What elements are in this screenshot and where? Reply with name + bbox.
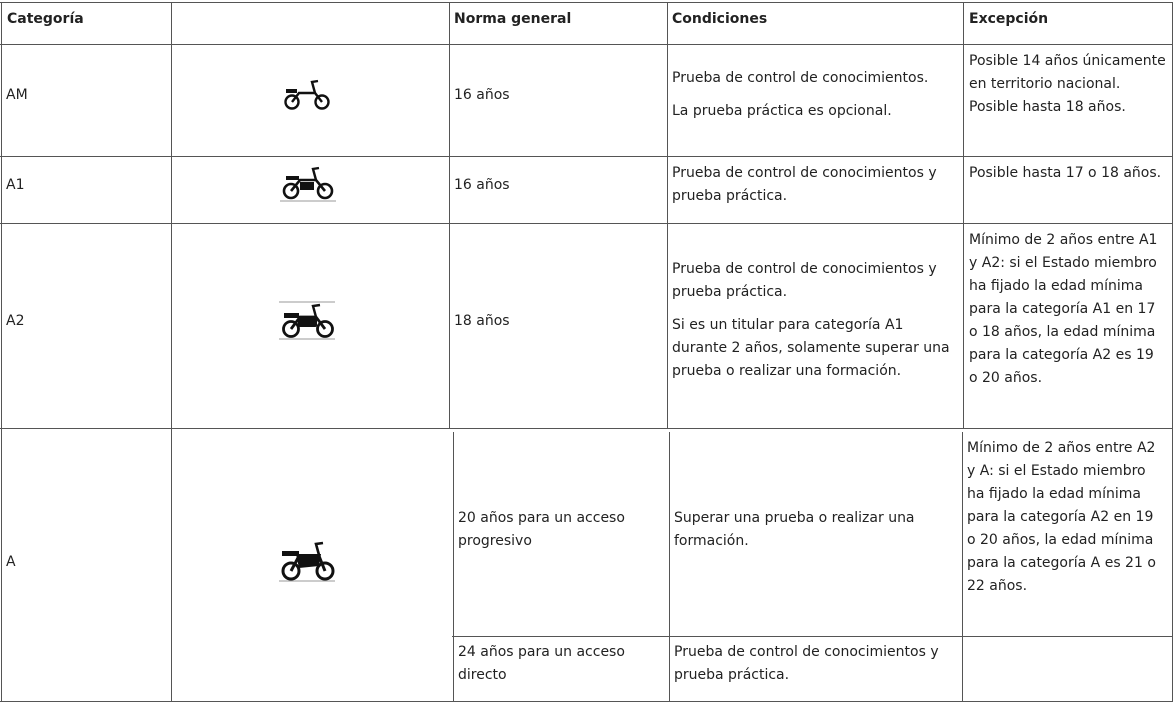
condition-line: Prueba de control de conocimientos y prueba práctica.: [672, 165, 937, 204]
grid-line: [0, 223, 1173, 224]
motorcycle-icon: [279, 301, 337, 341]
moped-icon: [282, 78, 332, 112]
condition-line: La prueba práctica es opcional.: [672, 103, 892, 119]
heavy-motorcycle-icon: [279, 541, 337, 583]
grid-line: [449, 2, 450, 429]
row-am-condiciones: [672, 67, 957, 123]
row-a2-norma: 18 años: [454, 313, 510, 329]
row-a-directo-condiciones: Prueba de control de conocimientos y prueba práctica.: [674, 644, 939, 683]
row-a-progresivo-condiciones: Superar una prueba o realizar una formación.: [674, 510, 915, 549]
row-a1-condiciones: [672, 162, 960, 208]
row-a1-categoria: A1: [6, 177, 25, 193]
row-a2-categoria: A2: [6, 313, 25, 329]
grid-line: [0, 428, 1173, 429]
grid-line: [669, 432, 670, 702]
grid-line: [0, 156, 1173, 157]
grid-line: [1, 2, 2, 702]
grid-line: [963, 2, 964, 429]
grid-line: [452, 636, 1173, 637]
row-a2-excepcion: Mínimo de 2 años entre A1 y A2: si el Estado miembro ha fijado la edad mínima para la categoría A1 en 17 o 18 años, la edad mínima para la categoría A2 es 19 o 20 años.: [969, 232, 1158, 386]
header-categoria: Categoría: [7, 11, 84, 27]
row-am-norma: 16 años: [454, 87, 510, 103]
grid-line: [0, 44, 1173, 45]
light-motorcycle-icon: [280, 166, 336, 202]
condition-line: Prueba de control de conocimientos.: [672, 70, 929, 86]
grid-line: [453, 432, 454, 702]
row-a-directo-norma: 24 años para un acceso directo: [458, 644, 625, 683]
row-a-categoria: A: [6, 554, 16, 570]
header-condiciones: Condiciones: [672, 11, 768, 27]
condition-line: Prueba de control de conocimientos y prueba práctica.: [672, 261, 937, 300]
row-a-progresivo-excepcion: Mínimo de 2 años entre A2 y A: si el Estado miembro ha fijado la edad mínima para la categoría A2 en 19 o 20 años, la edad mínima para la categoría A es 21 o 22 años.: [967, 440, 1156, 594]
grid-line: [0, 2, 1173, 3]
grid-line: [962, 432, 963, 702]
row-am-categoria: AM: [6, 87, 28, 103]
grid-line: [171, 2, 172, 702]
row-a1-excepcion: Posible hasta 17 o 18 años.: [969, 165, 1162, 181]
condition-line: Si es un titular para categoría A1 durante 2 años, solamente superar una prueba o realizar una formación.: [672, 317, 950, 379]
header-norma-general: Norma general: [454, 11, 572, 27]
row-a1-norma: 16 años: [454, 177, 510, 193]
grid-line: [1172, 2, 1173, 702]
grid-line: [667, 2, 668, 429]
row-a2-condiciones: [672, 258, 960, 383]
grid-line: [0, 701, 1173, 702]
header-excepcion: Excepción: [969, 11, 1049, 27]
row-a-progresivo-norma: 20 años para un acceso progresivo: [458, 510, 625, 549]
row-am-excepcion: Posible 14 años únicamente en territorio nacional. Posible hasta 18 años.: [969, 53, 1166, 115]
